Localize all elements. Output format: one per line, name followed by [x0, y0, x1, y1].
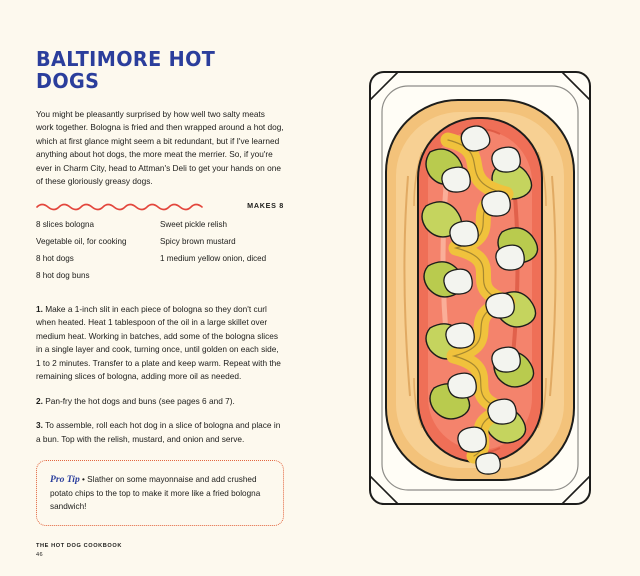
- page-footer: [36, 543, 122, 558]
- divider: [36, 199, 284, 215]
- yield-label: MAKES 8: [247, 200, 284, 210]
- list-item: Sweet pickle relish: [160, 219, 228, 229]
- list-item: 1 medium yellow onion, diced: [160, 253, 267, 263]
- list-item: Spicy brown mustard: [160, 236, 236, 246]
- page-title: BALTIMORE HOT DOGS: [36, 47, 216, 93]
- step-number: 2.: [36, 395, 43, 406]
- step-text: To assemble, roll each hot dog in a slice of bologna and place in a bun. Top with the relish, mustard, and onion and serve.: [36, 420, 281, 444]
- instruction-step: [36, 419, 284, 446]
- list-item: 8 slices bologna: [36, 219, 95, 229]
- list-item: 8 hot dogs: [36, 253, 74, 263]
- instructions: [36, 303, 284, 446]
- ingredients-column-left: [36, 221, 160, 289]
- footer-book-title: THE HOT DOG COOKBOOK: [36, 543, 122, 549]
- squiggle-divider-icon: [36, 201, 206, 211]
- step-number: 3.: [36, 420, 43, 431]
- step-text: Pan-fry the hot dogs and buns (see pages 6 and 7).: [42, 395, 235, 406]
- ingredients-column-right: [160, 221, 284, 289]
- instruction-step: [36, 303, 284, 384]
- pro-tip-box: [36, 460, 284, 526]
- ingredients-list: [36, 221, 284, 289]
- instruction-step: [36, 395, 284, 408]
- pro-tip-body: • Slather on some mayonnaise and add crushed potato chips to the top to make it more like a fried bologna sandwich!: [50, 474, 261, 512]
- right-page: [320, 0, 640, 576]
- list-item: 8 hot dog buns: [36, 270, 90, 280]
- list-item: Vegetable oil, for cooking: [36, 236, 127, 246]
- step-number: 1.: [36, 304, 43, 314]
- illustration: [356, 56, 604, 520]
- recipe-intro: You might be pleasantly surprised by how well two salty meats work together. Bologna is fried and then wrapped around a hot dog, which at first glance might seem a bit redundant, but if I've learned anything about hot dogs, the more meat the merrier. So, if you're ever in Charm City, head to Attman's Deli to get your hands on one of these gloriously greasy dogs.: [36, 109, 284, 187]
- step-text: Make a 1-inch slit in each piece of bologna so they don't curl when heated. Heat 1 tablespoon of the oil in a large skillet over medium heat. Working in batches, add some of the bologna slices in a single layer and cook, turning once, until golden on each side, 1 to 2 minutes. Transfer to a plate and keep warm. Repeat with the remaining slices of bologna, adding more oil as needed.: [36, 304, 281, 382]
- footer-page-number: 46: [36, 552, 44, 558]
- pro-tip-text: [50, 472, 270, 514]
- hot-dog-in-tray-illustration: [356, 56, 604, 520]
- pro-tip-label: Pro Tip: [50, 473, 80, 485]
